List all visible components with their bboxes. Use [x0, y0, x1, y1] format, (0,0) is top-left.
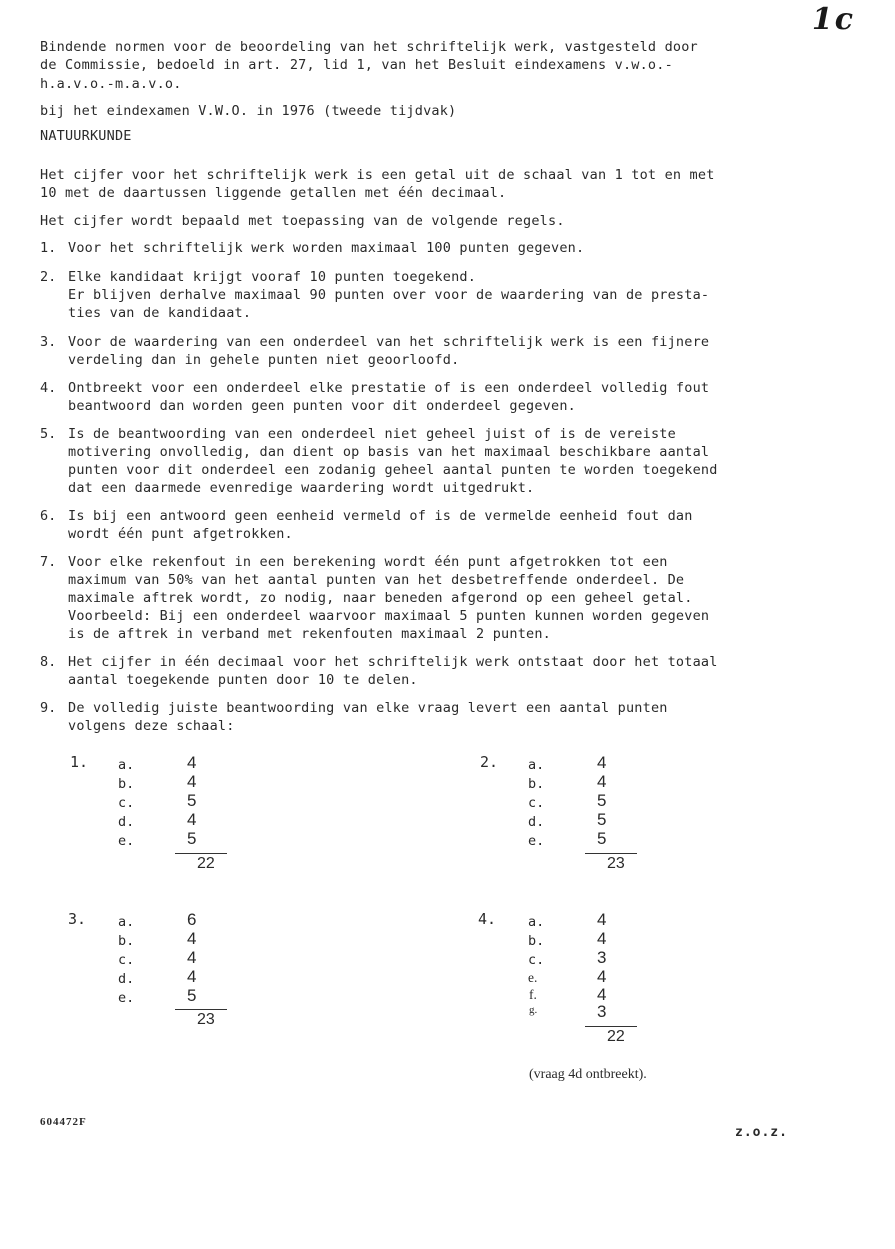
rule-number: 8. — [40, 654, 57, 670]
part-label: b. — [118, 933, 135, 949]
part-label: b. — [528, 933, 545, 949]
part-label: a. — [528, 757, 545, 773]
rule-number: 5. — [40, 426, 57, 442]
rule-text: is de aftrek in verband met rekenfouten maximaal 2 punten. — [68, 626, 552, 642]
part-label: c. — [118, 952, 135, 968]
part-score: 4 — [597, 929, 607, 948]
part-score: 4 — [597, 967, 607, 986]
part-score: 5 — [187, 791, 197, 810]
part-label: d. — [118, 814, 135, 830]
part-score: 4 — [187, 967, 197, 986]
part-label: f. — [529, 987, 537, 1002]
rule-text: Voor de waardering van een onderdeel van het schriftelijk werk is een fijnere — [68, 334, 710, 350]
part-score: 5 — [187, 829, 197, 848]
part-score: 3 — [597, 1002, 607, 1021]
sum-line — [585, 853, 637, 854]
rule-text: Het cijfer in één decimaal voor het schriftelijk werk ontstaat door het totaal — [68, 654, 718, 670]
part-score: 4 — [597, 753, 607, 772]
part-label: a. — [118, 757, 135, 773]
part-label: e. — [528, 833, 545, 849]
rule-text: maximum van 50% van het aantal punten van het desbetreffende onderdeel. De — [68, 572, 685, 588]
part-score: 4 — [187, 772, 197, 791]
rule-text: Voorbeeld: Bij een onderdeel waarvoor maximaal 5 punten kunnen worden gegeven — [68, 608, 710, 624]
question-total: 23 — [607, 855, 625, 872]
part-score: 4 — [187, 810, 197, 829]
sum-line — [175, 853, 227, 854]
rule-text: motivering onvolledig, dan dient op basis van het maximaal beschikbare aantal — [68, 444, 710, 460]
intro-line-1: Het cijfer voor het schriftelijk werk is een getal uit de schaal van 1 tot en met — [40, 167, 715, 183]
part-score: 6 — [187, 910, 197, 929]
handwritten-corner-mark: 1c — [811, 2, 855, 37]
sum-line — [175, 1009, 227, 1010]
part-score: 5 — [597, 829, 607, 848]
part-score: 5 — [597, 810, 607, 829]
part-label: d. — [528, 814, 545, 830]
exam-line: bij het eindexamen V.W.O. in 1976 (tweede tijdvak) — [40, 103, 457, 119]
rule-number: 4. — [40, 380, 57, 396]
subject-title: NATUURKUNDE — [40, 128, 132, 144]
rule-text: Elke kandidaat krijgt vooraf 10 punten toegekend. — [68, 269, 477, 285]
part-score: 4 — [187, 753, 197, 772]
part-label: e. — [118, 833, 135, 849]
part-label: c. — [528, 795, 545, 811]
part-score: 4 — [597, 910, 607, 929]
part-label: c. — [118, 795, 135, 811]
rule-text: Is bij een antwoord geen eenheid vermeld of is de vermelde eenheid fout dan — [68, 508, 693, 524]
part-label: e. — [118, 990, 135, 1006]
rule-text: verdeling dan in gehele punten niet geoorloofd. — [68, 352, 460, 368]
missing-question-note: (vraag 4d ontbreekt). — [529, 1067, 647, 1082]
part-label: d. — [118, 971, 135, 987]
part-score: 4 — [597, 772, 607, 791]
intro-line-2: 10 met de daartussen liggende getallen met één decimaal. — [40, 185, 507, 201]
question-total: 23 — [197, 1011, 215, 1028]
question-number: 1. — [70, 753, 89, 771]
question-total: 22 — [607, 1028, 625, 1045]
document-code: 604472F — [40, 1116, 87, 1128]
header-line-2: de Commissie, bedoeld in art. 27, lid 1, van het Besluit eindexamens v.w.o.- — [40, 57, 673, 73]
part-score: 5 — [597, 791, 607, 810]
turn-over-marker: z.o.z. — [735, 1125, 788, 1140]
rule-text: Is de beantwoording van een onderdeel niet geheel juist of is de vereiste — [68, 426, 676, 442]
question-total: 22 — [197, 855, 215, 872]
rule-text: Voor het schriftelijk werk worden maximaal 100 punten gegeven. — [68, 240, 585, 256]
rule-number: 1. — [40, 240, 57, 256]
question-number: 4. — [478, 910, 497, 928]
rule-number: 9. — [40, 700, 57, 716]
rule-text: punten voor dit onderdeel een zodanig geheel aantal punten te worden toegekend — [68, 462, 718, 478]
rule-text: wordt één punt afgetrokken. — [68, 526, 293, 542]
part-score: 4 — [187, 948, 197, 967]
rule-text: Ontbreekt voor een onderdeel elke prestatie of is een onderdeel volledig fout — [68, 380, 710, 396]
rule-number: 7. — [40, 554, 57, 570]
rule-text: Er blijven derhalve maximaal 90 punten over voor de waardering van de presta- — [68, 287, 710, 303]
rule-number: 6. — [40, 508, 57, 524]
rule-text: volgens deze schaal: — [68, 718, 235, 734]
part-label: a. — [118, 914, 135, 930]
part-score: 5 — [187, 986, 197, 1005]
header-line-3: h.a.v.o.-m.a.v.o. — [40, 76, 182, 92]
part-label: g. — [529, 1004, 538, 1016]
rule-text: ties van de kandidaat. — [68, 305, 252, 321]
question-number: 3. — [68, 910, 87, 928]
part-label: b. — [528, 776, 545, 792]
rule-text: beantwoord dan worden geen punten voor dit onderdeel gegeven. — [68, 398, 576, 414]
part-score: 4 — [187, 929, 197, 948]
sum-line — [585, 1026, 637, 1027]
rule-text: dat een daarmede evenredige waardering wordt uitgedrukt. — [68, 480, 535, 496]
rule-number: 3. — [40, 334, 57, 350]
part-label: a. — [528, 914, 545, 930]
part-label: b. — [118, 776, 135, 792]
question-number: 2. — [480, 753, 499, 771]
rule-text: De volledig juiste beantwoording van elke vraag levert een aantal punten — [68, 700, 668, 716]
rule-text: maximale aftrek wordt, zo nodig, naar beneden afgerond op een geheel getal. — [68, 590, 693, 606]
part-label: e. — [528, 970, 538, 985]
rule-number: 2. — [40, 269, 57, 285]
part-score: 3 — [597, 948, 607, 967]
part-score: 4 — [597, 985, 607, 1004]
part-label: c. — [528, 952, 545, 968]
intro-line-3: Het cijfer wordt bepaald met toepassing van de volgende regels. — [40, 213, 565, 229]
header-line-1: Bindende normen voor de beoordeling van het schriftelijk werk, vastgesteld door — [40, 39, 698, 55]
rule-text: aantal toegekende punten door 10 te delen. — [68, 672, 418, 688]
rule-text: Voor elke rekenfout in een berekening wordt één punt afgetrokken tot een — [68, 554, 668, 570]
